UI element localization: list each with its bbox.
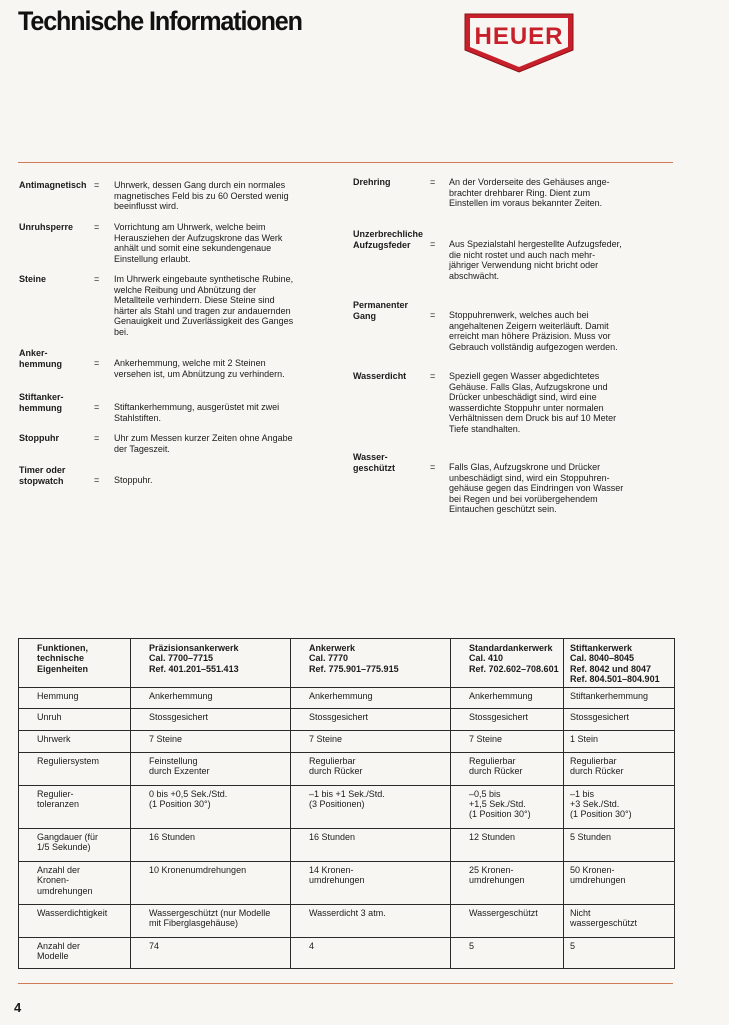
row-label: Wasserdichtigkeit: [19, 905, 131, 938]
table-row: [19, 709, 675, 731]
table-row: [19, 938, 675, 969]
table-cell: Regulierbar durch Rücker: [291, 752, 451, 785]
top-divider: [18, 162, 673, 163]
table-row: [19, 861, 675, 904]
row-label: Reguliersystem: [19, 752, 131, 785]
table-cell: 25 Kronen- umdrehungen: [451, 861, 564, 904]
equals-sign: =: [430, 239, 436, 249]
equals-sign: =: [94, 222, 100, 232]
glossary-definition: Aus Spezialstahl hergestellte Aufzugsfeder, die nicht rostet und auch nach mehr- jähriger Verwendung nicht bricht oder abschwächt.: [449, 239, 622, 281]
glossary-definition: Falls Glas, Aufzugskrone und Drücker unbeschädigt sind, wird ein Stoppuhren- gehäuse gegen das Eindringen von Wasser bei Regen und bei vorübergehendem Eintauchen geschützt sein.: [449, 462, 624, 515]
row-label: Anzahl der Kronen- umdrehungen: [19, 861, 131, 904]
table-cell: 7 Steine: [291, 730, 451, 752]
table-cell: 5 Stunden: [564, 828, 675, 861]
table-row: [19, 730, 675, 752]
heuer-shield-icon: [463, 12, 575, 74]
equals-sign: =: [94, 180, 100, 190]
equals-sign: =: [94, 475, 100, 485]
glossary-definition: Stoppuhrenwerk, welches auch bei angehaltenen Zeigern weiterläuft. Damit erreicht man höhere Präzision. Muss vor Gebrauch vollständig aufgezogen werden.: [449, 310, 618, 352]
glossary-definition: Uhr zum Messen kurzer Zeiten ohne Angabe der Tageszeit.: [114, 433, 293, 454]
table-cell: 7 Steine: [451, 730, 564, 752]
table-cell: 50 Kronen- umdrehungen: [564, 861, 675, 904]
equals-sign: =: [94, 358, 100, 368]
equals-sign: =: [430, 371, 436, 381]
column-header-movement: Präzisionsankerwerk Cal. 7700–7715 Ref. 401.201–551.413: [131, 639, 291, 688]
glossary-definition: Im Uhrwerk eingebaute synthetische Rubine, welche Reibung und Abnützung der Metallteile verhindern. Diese Steine sind härter als Stahl und tragen zur andauernden Genauigkeit und Zuverlässigkeit des Ganges bei.: [114, 274, 294, 337]
glossary-definition: Stiftankerhemmung, ausgerüstet mit zwei Stahlstiften.: [114, 402, 280, 423]
table-row: [19, 828, 675, 861]
row-label: Regulier- toleranzen: [19, 785, 131, 828]
row-label: Anzahl der Modelle: [19, 938, 131, 969]
equals-sign: =: [430, 310, 436, 320]
glossary-definition: Uhrwerk, dessen Gang durch ein normales magnetisches Feld bis zu 60 Oersted wenig beeinflusst wird.: [114, 180, 289, 212]
column-header-movement: Stiftankerwerk Cal. 8040–8045 Ref. 8042 und 8047 Ref. 804.501–804.901: [564, 639, 675, 688]
row-label: Uhrwerk: [19, 730, 131, 752]
row-label: Gangdauer (für 1/5 Sekunde): [19, 828, 131, 861]
table-cell: 14 Kronen- umdrehungen: [291, 861, 451, 904]
table-cell: Stossgesichert: [131, 709, 291, 731]
glossary-term: Stiftanker- hemmung: [19, 392, 64, 413]
table-cell: Wassergeschützt: [451, 905, 564, 938]
table-cell: Regulierbar durch Rücker: [451, 752, 564, 785]
table-cell: Stossgesichert: [564, 709, 675, 731]
table-cell: 5: [564, 938, 675, 969]
column-header-movement: Standardankerwerk Cal. 410 Ref. 702.602–708.601: [451, 639, 564, 688]
table-cell: 7 Steine: [131, 730, 291, 752]
table-row: [19, 752, 675, 785]
table-cell: Nicht wassergeschützt: [564, 905, 675, 938]
equals-sign: =: [430, 462, 436, 472]
table-cell: 16 Stunden: [131, 828, 291, 861]
glossary-term: Unzerbrechliche Aufzugsfeder: [353, 229, 424, 250]
equals-sign: =: [94, 274, 100, 284]
table-cell: Stossgesichert: [291, 709, 451, 731]
table-cell: Ankerhemmung: [291, 687, 451, 709]
glossary-term: Permanenter Gang: [353, 300, 409, 321]
table-row: [19, 687, 675, 709]
table-cell: Wasserdicht 3 atm.: [291, 905, 451, 938]
glossary-definition: Ankerhemmung, welche mit 2 Steinen versehen ist, um Abnützung zu verhindern.: [114, 358, 285, 379]
table-cell: Feinstellung durch Exzenter: [131, 752, 291, 785]
table-cell: 74: [131, 938, 291, 969]
page-number: 4: [14, 1000, 22, 1015]
table-row: [19, 785, 675, 828]
table-cell: –1 bis +1 Sek./Std. (3 Positionen): [291, 785, 451, 828]
table-cell: Wassergeschützt (nur Modelle mit Fiberglasgehäuse): [131, 905, 291, 938]
table-cell: 12 Stunden: [451, 828, 564, 861]
table-cell: Stiftankerhemmung: [564, 687, 675, 709]
table-cell: Ankerhemmung: [131, 687, 291, 709]
table-cell: 5: [451, 938, 564, 969]
table-row: [19, 905, 675, 938]
glossary-definition: An der Vorderseite des Gehäuses ange- brachter drehbarer Ring. Dient zum Einstellen im voraus bekannter Zeiten.: [449, 177, 610, 209]
equals-sign: =: [94, 402, 100, 412]
glossary-term: Anker- hemmung: [19, 348, 63, 369]
glossary-definition: Vorrichtung am Uhrwerk, welche beim Herausziehen der Aufzugskrone das Werk anhält und somit eine sekundengenaue Einstellung erlaubt.: [114, 222, 283, 264]
movement-spec-table: [18, 638, 675, 969]
equals-sign: =: [94, 433, 100, 443]
column-header-movement: Ankerwerk Cal. 7770 Ref. 775.901–775.915: [291, 639, 451, 688]
glossary-term: Stoppuhr: [19, 433, 59, 443]
glossary-term: Drehring: [353, 177, 391, 187]
table-header-row: [19, 639, 675, 688]
bottom-divider: [18, 983, 673, 984]
glossary-term: Antimagnetisch: [19, 180, 87, 190]
table-cell: –1 bis +3 Sek./Std. (1 Position 30°): [564, 785, 675, 828]
column-header-feature: Funktionen, technische Eigenheiten: [19, 639, 131, 688]
table-cell: 4: [291, 938, 451, 969]
glossary-definition: Stoppuhr.: [114, 475, 153, 485]
table-cell: Stossgesichert: [451, 709, 564, 731]
glossary-term: Unruhsperre: [19, 222, 74, 232]
glossary-term: Timer oder stopwatch: [19, 465, 66, 486]
glossary-term: Wasser- geschützt: [353, 452, 396, 473]
table-cell: –0,5 bis +1,5 Sek./Std. (1 Position 30°): [451, 785, 564, 828]
table-cell: 16 Stunden: [291, 828, 451, 861]
heuer-logo: [463, 12, 575, 74]
glossary-term: Steine: [19, 274, 47, 284]
row-label: Unruh: [19, 709, 131, 731]
row-label: Hemmung: [19, 687, 131, 709]
logo-wordmark: HEUER: [474, 23, 564, 50]
table-cell: 1 Stein: [564, 730, 675, 752]
glossary-term: Wasserdicht: [353, 371, 407, 381]
table-cell: Ankerhemmung: [451, 687, 564, 709]
table-cell: 10 Kronenumdrehungen: [131, 861, 291, 904]
page-title: Technische Informationen: [18, 6, 302, 36]
table-cell: 0 bis +0,5 Sek./Std. (1 Position 30°): [131, 785, 291, 828]
equals-sign: =: [430, 177, 436, 187]
table-cell: Regulierbar durch Rücker: [564, 752, 675, 785]
glossary-definition: Speziell gegen Wasser abgedichtetes Gehäuse. Falls Glas, Aufzugskrone und Drücker unbeschädigt sind, wird eine wasserdichte Stoppuhr unter normalen Verhältnissen dem Druck bis auf 10 Meter Tiefe standhalten.: [449, 371, 617, 434]
